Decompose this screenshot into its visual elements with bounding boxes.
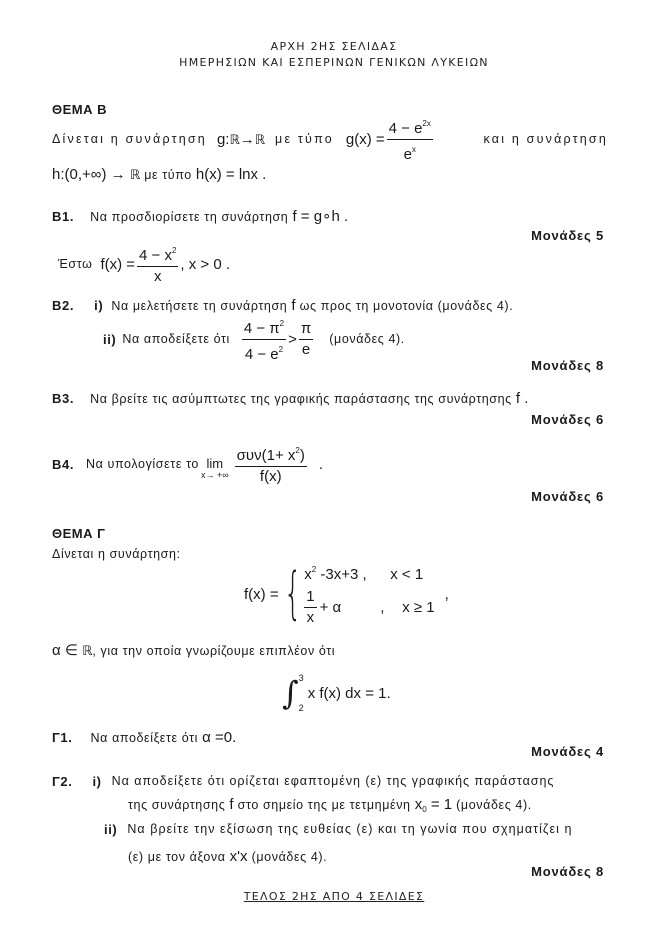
reals-symbol: ℝ	[129, 168, 141, 183]
b4-num-close: )	[299, 447, 305, 464]
alpha-member: α ∈	[52, 642, 78, 659]
g-numerator	[387, 115, 433, 140]
case-2-num: 1	[304, 588, 316, 608]
question-g2-i-line1	[52, 774, 608, 789]
b4-fraction	[235, 442, 307, 486]
f-formula	[100, 242, 230, 286]
piecewise-function	[244, 561, 449, 627]
arrow-symbol: →	[239, 130, 255, 148]
case-2-condition: x ≥ 1	[402, 598, 435, 616]
b1-label: Β1.	[52, 209, 75, 224]
b4-points: Μονάδες 6	[531, 489, 604, 504]
question-b2-i	[52, 297, 513, 314]
g2-label: Γ2.	[52, 774, 73, 789]
b3-points: Μονάδες 6	[531, 412, 604, 427]
g1-math: α =0.	[202, 729, 237, 746]
b1-text: Να προσδιορίσετε τη συνάρτηση	[90, 210, 289, 224]
b2-i-text2: ως προς τη μονοτονία (μονάδες 4).	[299, 299, 514, 313]
b2-fraction-left	[242, 315, 286, 364]
question-b1	[52, 207, 348, 225]
g2-i-points: (μονάδες 4).	[456, 798, 532, 812]
b2-ii-text: Να αποδείξετε ότι	[122, 332, 230, 346]
g2-i-line2a: της συνάρτησης	[128, 798, 226, 812]
b2-right-num: π	[299, 320, 313, 340]
case-1-condition: x < 1	[390, 565, 424, 583]
b4-dot: .	[318, 455, 324, 473]
b4-denominator: f(x)	[259, 468, 282, 485]
g2-ii-axis: x'x	[229, 848, 248, 865]
f-lhs: f(x) =	[100, 255, 136, 273]
piecewise-cases	[304, 561, 434, 627]
x0-var: x	[414, 796, 423, 813]
b2-i-f: f	[291, 297, 296, 314]
b1-math: f = g∘h .	[292, 208, 349, 225]
case-2-rest: + α	[319, 598, 342, 616]
b2-points: Μονάδες 8	[531, 358, 604, 373]
where-text: , για την οποία γνωρίζουμε επιπλέον ότι	[92, 644, 336, 658]
lim-subscript: x→ +∞	[200, 469, 229, 480]
where-alpha	[52, 641, 335, 659]
page-footer: ΤΕΛΟΣ 2ΗΣ ΑΠΟ 4 ΣΕΛΙΔΕΣ	[243, 890, 425, 903]
case-1-rest: -3x+3 ,	[316, 566, 367, 583]
question-b2-ii	[103, 317, 405, 361]
f-num-exp: 2	[171, 246, 177, 255]
b2-left-num-exp: 2	[279, 318, 285, 328]
theme-b-title: ΘΕΜΑ Β	[52, 102, 107, 117]
case-1-expr	[304, 565, 390, 583]
piecewise-lhs: f(x) =	[244, 585, 279, 603]
g2-i-label: i)	[92, 774, 102, 789]
g1-label: Γ1.	[52, 730, 73, 745]
b1-points: Μονάδες 5	[531, 228, 604, 243]
b4-num-exp: 2	[295, 446, 300, 455]
b2-left-den-exp: 2	[278, 344, 284, 354]
g-fraction	[387, 115, 433, 164]
b3-f: f .	[515, 390, 529, 407]
b2-left-num-base: 4 − π	[243, 319, 280, 337]
b4-label: Β4.	[52, 456, 75, 472]
g2-i-f: f	[229, 796, 234, 813]
question-b3	[52, 390, 528, 407]
b4-text: Να υπολογίσετε το	[86, 457, 199, 471]
theme-g-title: ΘΕΜΑ Γ	[52, 526, 106, 541]
integral-limits	[299, 673, 304, 713]
b2-i-label: i)	[94, 298, 104, 313]
let-text: Έστω	[58, 257, 93, 271]
x0-sub: 0	[422, 805, 427, 814]
page-header-line2: ΗΜΕΡΗΣΙΩΝ ΚΑΙ ΕΣΠΕΡΙΝΩΝ ΓΕΝΙΚΩΝ ΛΥΚΕΙΩΝ	[179, 56, 489, 69]
g2-ii-points: (μονάδες 4).	[251, 850, 328, 864]
h-decl: h:(0,+∞) →	[52, 166, 126, 183]
case-2-expr	[304, 588, 380, 627]
b2-i-text1: Να μελετήσετε τη συνάρτηση	[111, 299, 288, 313]
b2-left-den	[243, 340, 285, 364]
g2-ii-label: ii)	[104, 822, 118, 837]
h-declaration	[52, 166, 140, 183]
g-decl: g:	[216, 130, 230, 148]
b2-left-den-base: 4 − e	[244, 345, 279, 363]
intro-text-4: με τύπο	[144, 168, 192, 182]
intro-text-2: με τύπο	[275, 132, 334, 146]
lim-operator	[201, 457, 229, 480]
question-g2-ii-line2	[128, 848, 327, 865]
case-2-fraction	[304, 588, 316, 627]
question-g2-i-line2	[128, 796, 532, 814]
alpha-in	[52, 642, 92, 659]
f-fraction	[137, 242, 178, 286]
page-header-line1: ΑΡΧΗ 2ΗΣ ΣΕΛΙΔΑΣ	[270, 40, 398, 53]
case-1-x: x	[304, 566, 312, 583]
b2-ii-label: ii)	[103, 331, 117, 347]
integral-equation	[282, 672, 391, 714]
g-den-base: e	[403, 145, 412, 163]
reals-symbol: ℝ	[254, 132, 266, 148]
reals-symbol: ℝ	[82, 644, 93, 659]
b2-ii-points: (μονάδες 4).	[329, 332, 405, 346]
case-1-exp: 2	[311, 565, 317, 574]
integral-body: x f(x) dx = 1.	[307, 684, 391, 702]
theme-b-intro-line2	[52, 166, 266, 183]
case-1	[304, 561, 434, 587]
h-definition: h(x) = lnx .	[195, 166, 267, 183]
g2-i-line2b: στο σημείο της με τετμημένη	[237, 798, 411, 812]
lim-word: lim	[206, 455, 224, 471]
g2-i-line1: Να αποδείξετε ότι ορίζεται εφαπτομένη (ε) της γραφικής παράστασης	[111, 774, 555, 788]
g2-x0	[415, 796, 452, 813]
piecewise-trailing-comma: ,	[444, 585, 449, 603]
g-formula	[346, 115, 435, 164]
intro-text-3: και η συνάρτηση	[483, 132, 608, 146]
greater-than: >	[288, 330, 297, 348]
case-2-den: x	[306, 608, 315, 626]
case-2-comma: ,	[380, 598, 385, 616]
g2-ii-line2a: (ε) με τον άξονα	[128, 850, 226, 864]
f-numerator	[137, 242, 178, 267]
g2-points: Μονάδες 8	[531, 864, 604, 879]
b2-fraction-right	[299, 320, 313, 359]
b3-label: Β3.	[52, 391, 75, 406]
integral-sign-icon: ∫	[282, 674, 299, 712]
g2-ii-line1: Να βρείτε την εξίσωση της ευθείας (ε) και τη γωνία που σχηματίζει η	[127, 822, 573, 836]
g-num-exp: 2x	[422, 118, 431, 128]
g-num-base: 4 − e	[388, 119, 423, 137]
question-g2-ii-line1	[104, 822, 608, 837]
b2-label: Β2.	[52, 298, 75, 313]
theme-b-intro-line1	[52, 117, 608, 161]
g1-text: Να αποδείξετε ότι	[90, 731, 199, 745]
b2-right-den: e	[301, 340, 311, 358]
g-denominator	[402, 140, 418, 164]
let-f-definition	[58, 243, 230, 285]
reals-symbol: ℝ	[229, 132, 240, 148]
b3-text: Να βρείτε τις ασύμπτωτες της γραφικής παράστασης της συνάρτησης	[90, 392, 512, 406]
integral-upper-limit: 3	[298, 673, 304, 683]
case-2	[304, 587, 434, 627]
g-declaration	[217, 131, 265, 148]
g-den-exp: x	[411, 144, 416, 154]
f-denominator: x	[153, 268, 162, 285]
g-lhs: g(x) =	[345, 130, 385, 148]
question-g1	[52, 729, 236, 746]
b2-inequality	[240, 315, 315, 364]
f-num-base: 4 − x	[139, 247, 172, 264]
left-brace-icon: {	[283, 561, 302, 626]
g1-points: Μονάδες 4	[531, 744, 604, 759]
f-condition: , x > 0 .	[180, 255, 231, 273]
b4-num-base: συν(1+ x	[236, 447, 296, 464]
b4-limit	[199, 442, 323, 486]
integral-lower-limit: 2	[298, 703, 304, 713]
intro-text-1: Δίνεται η συνάρτηση	[52, 132, 207, 146]
b4-numerator	[235, 442, 307, 467]
question-b4	[52, 441, 323, 487]
x0-value: = 1	[426, 796, 453, 813]
theme-g-intro: Δίνεται η συνάρτηση:	[52, 547, 181, 561]
b2-left-num	[242, 315, 286, 340]
